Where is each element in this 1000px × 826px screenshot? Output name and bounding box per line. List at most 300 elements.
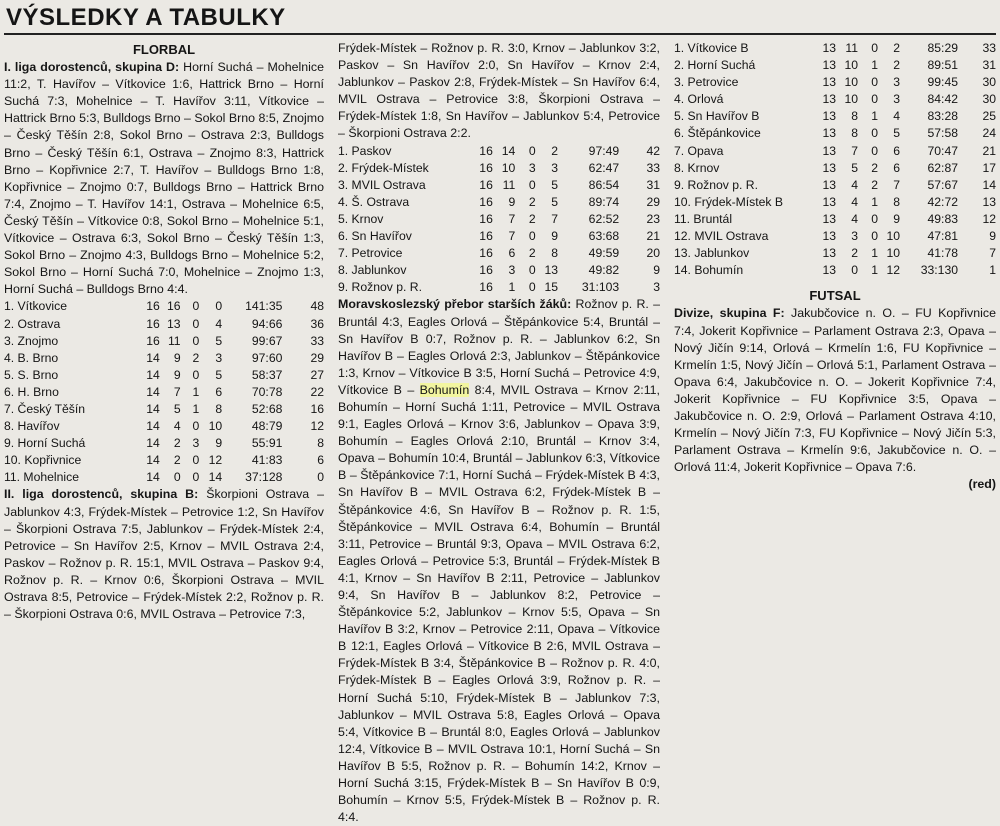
section-heading-florbal: FLORBAL bbox=[132, 42, 196, 57]
table-row bbox=[674, 143, 996, 160]
team-cell: 3. Znojmo bbox=[4, 333, 59, 348]
stat-cell: 0 bbox=[215, 299, 223, 314]
stat-cell: 49:59 bbox=[588, 246, 620, 261]
stat-cell: 16 bbox=[146, 316, 160, 331]
stat-cell: 0 bbox=[192, 316, 200, 331]
b-league-results bbox=[4, 486, 324, 623]
stat-cell: 13 bbox=[822, 229, 836, 244]
stat-cell: 0 bbox=[192, 299, 200, 314]
team-cell: 7. Opava bbox=[674, 143, 724, 158]
stat-cell: 0 bbox=[192, 367, 200, 382]
stat-cell: 12 bbox=[208, 453, 223, 468]
table-row bbox=[4, 469, 324, 486]
column-1 bbox=[4, 40, 324, 623]
stat-cell: 62:87 bbox=[927, 160, 958, 175]
stat-cell: 0 bbox=[192, 333, 200, 348]
stat-cell: 14 bbox=[982, 177, 996, 192]
stat-cell: 13 bbox=[982, 194, 996, 209]
table-row bbox=[674, 194, 996, 211]
section-heading-futsal: FUTSAL bbox=[809, 288, 861, 304]
stat-cell: 7 bbox=[551, 211, 559, 226]
stat-cell: 0 bbox=[528, 263, 536, 278]
stat-cell: 3 bbox=[551, 160, 559, 175]
stat-cell: 0 bbox=[528, 229, 536, 244]
table-row bbox=[4, 452, 324, 469]
stat-cell: 0 bbox=[871, 92, 878, 107]
table-row bbox=[338, 245, 660, 262]
stat-cell: 16 bbox=[146, 299, 160, 314]
highlighted-team: Bohumín bbox=[419, 382, 470, 397]
stat-cell: 10 bbox=[501, 160, 516, 175]
stat-cell: 29 bbox=[310, 350, 324, 365]
table-row bbox=[4, 298, 324, 315]
stat-cell: 14 bbox=[146, 384, 160, 399]
stat-cell: 85:29 bbox=[927, 41, 958, 55]
team-cell: 4. Orlová bbox=[674, 92, 724, 107]
stat-cell: 1 bbox=[871, 194, 878, 209]
column-2 bbox=[338, 40, 660, 826]
stat-cell: 16 bbox=[479, 177, 493, 192]
stat-cell: 10 bbox=[844, 92, 858, 107]
stat-cell: 89:74 bbox=[588, 194, 620, 209]
stat-cell: 0 bbox=[528, 280, 536, 295]
team-cell: 9. Horní Suchá bbox=[4, 436, 86, 451]
ms-prebor-results bbox=[338, 296, 660, 826]
stat-cell: 2 bbox=[528, 211, 536, 226]
d-league-text: Horní Suchá – Mohelnice 11:2, T. Havířov – Vítkovice 1:6, Hattrick Brno – Horní Suchá 7:3, Mohelnice – T. Havířov 3:11, Vítkovice – Hattrick Brno 5:3, Bulldogs Brno – Sokol Brno 8:5, Znojmo – Český Těšín 2:8, Sokol Brno – Ostrava 2:3, Bulldogs Brno – Český Těšín 6:1, Ostrava – Znojmo 8:3, Hattrick Brno – Kopřivnice 2:7, T. Havířov – Bulldogs Brno 1:8, Kopřivnice – Znojmo 0:7, Bulldogs Brno – Hattrick Brno 7:4, Znojmo – T. Havířov 14:1, Ostrava – Mohelnice 6:5, Český Těšín – Vítkovice 0:8, Sokol Brno – Mohelnice 5:1, Vítkovice – Ostrava 6:3, Sokol Brno – Český Těšín 1:3, Sokol Brno – Znojmo 4:3, Bulldogs Brno – Mohelnice 5:2, Sokol Brno – Horní Suchá 7:0, Mohelnice – Znojmo 1:3, Horní Suchá – Bulldogs Brno 4:4. bbox=[4, 60, 324, 297]
stat-cell: 5 bbox=[215, 367, 223, 382]
stat-cell: 7 bbox=[851, 143, 858, 158]
table-row bbox=[4, 401, 324, 418]
stat-cell: 89:51 bbox=[927, 58, 958, 73]
stat-cell: 48:79 bbox=[251, 419, 283, 434]
stat-cell: 1 bbox=[989, 263, 996, 278]
team-cell: 9. Rožnov p. R. bbox=[338, 280, 422, 295]
stat-cell: 12 bbox=[982, 211, 996, 226]
stat-cell: 55:91 bbox=[251, 436, 283, 451]
stat-cell: 31 bbox=[646, 177, 660, 192]
stat-cell: 22 bbox=[310, 384, 324, 399]
stat-cell: 4 bbox=[173, 419, 181, 434]
stat-cell: 42:72 bbox=[927, 194, 958, 209]
stat-cell: 57:58 bbox=[927, 126, 958, 141]
stat-cell: 14 bbox=[501, 143, 516, 158]
stat-cell: 1 bbox=[871, 58, 878, 73]
team-cell: 5. S. Brno bbox=[4, 367, 59, 382]
stat-cell: 49:82 bbox=[588, 263, 620, 278]
team-cell: 8. Havířov bbox=[4, 419, 60, 434]
stat-cell: 16 bbox=[479, 211, 493, 226]
stat-cell: 62:47 bbox=[588, 160, 620, 175]
stat-cell: 13 bbox=[822, 92, 836, 107]
stat-cell: 33 bbox=[310, 333, 324, 348]
stat-cell: 10 bbox=[844, 75, 858, 90]
team-cell: 7. Český Těšín bbox=[4, 401, 86, 416]
stat-cell: 13 bbox=[822, 177, 836, 192]
stat-cell: 47:81 bbox=[927, 229, 958, 244]
stat-cell: 14 bbox=[208, 470, 223, 485]
stat-cell: 13 bbox=[822, 143, 836, 158]
b-league-standings bbox=[338, 143, 660, 297]
team-cell: 11. Bruntál bbox=[674, 211, 733, 226]
table-row bbox=[674, 40, 996, 57]
team-cell: 14. Bohumín bbox=[674, 263, 744, 278]
stat-cell: 31:103 bbox=[581, 280, 620, 295]
table-row bbox=[4, 384, 324, 401]
stat-cell: 7 bbox=[508, 229, 516, 244]
table-row bbox=[4, 316, 324, 333]
stat-cell: 3 bbox=[508, 263, 516, 278]
team-cell: 2. Ostrava bbox=[4, 316, 61, 331]
stat-cell: 10 bbox=[886, 246, 900, 261]
stat-cell: 11 bbox=[167, 333, 181, 348]
stat-cell: 13 bbox=[822, 109, 836, 124]
b-league-tail: Frýdek-Místek – Rožnov p. R. 3:0, Krnov – Jablunkov 3:2, Paskov – Sn Havířov 2:0, Sn Havířov – Krnov 2:4, Jablunkov – Paskov 2:8, Frýdek-Místek – Sn Havířov 6:4, MVIL Ostrava – Petrovice 3:8, Škorpioni Ostrava – Frýdek-Místek 1:8, Sn Havířov – Jablunkov 5:4, Petrovice – Škorpioni Ostrava 2:2. bbox=[338, 41, 660, 141]
table-row bbox=[674, 262, 996, 279]
stat-cell: 8 bbox=[551, 246, 559, 261]
stat-cell: 21 bbox=[982, 143, 996, 158]
stat-cell: 2 bbox=[173, 436, 181, 451]
stat-cell: 6 bbox=[317, 453, 324, 468]
stat-cell: 5 bbox=[551, 177, 559, 192]
stat-cell: 3 bbox=[653, 280, 660, 295]
stat-cell: 1 bbox=[871, 246, 878, 261]
stat-cell: 4 bbox=[851, 177, 858, 192]
stat-cell: 16 bbox=[479, 143, 493, 158]
stat-cell: 0 bbox=[871, 229, 878, 244]
table-row bbox=[674, 57, 996, 74]
stat-cell: 15 bbox=[544, 280, 559, 295]
stat-cell: 13 bbox=[544, 263, 559, 278]
table-row bbox=[338, 262, 660, 279]
table-row bbox=[674, 91, 996, 108]
ms-prebor-standings bbox=[674, 40, 996, 279]
stat-cell: 0 bbox=[317, 470, 324, 485]
stat-cell: 1 bbox=[508, 280, 516, 295]
stat-cell: 23 bbox=[646, 211, 660, 226]
stat-cell: 36 bbox=[310, 316, 324, 331]
team-cell: 10. Frýdek-Místek B bbox=[674, 194, 784, 209]
stat-cell: 16 bbox=[310, 401, 324, 416]
stat-cell: 0 bbox=[871, 211, 878, 226]
stat-cell: 0 bbox=[192, 453, 200, 468]
stat-cell: 33 bbox=[982, 41, 996, 55]
stat-cell: 30 bbox=[982, 92, 996, 107]
table-row bbox=[674, 228, 996, 245]
stat-cell: 2 bbox=[871, 177, 878, 192]
team-cell: 4. Š. Ostrava bbox=[338, 194, 410, 209]
table-row bbox=[674, 125, 996, 142]
futsal-label: Divize, skupina F: bbox=[674, 306, 785, 321]
b-league-continued bbox=[338, 40, 660, 143]
stat-cell: 16 bbox=[479, 194, 493, 209]
table-row bbox=[338, 211, 660, 228]
stat-cell: 8 bbox=[851, 109, 858, 124]
stat-cell: 2 bbox=[893, 41, 900, 55]
stat-cell: 2 bbox=[173, 453, 181, 468]
stat-cell: 33:130 bbox=[920, 263, 958, 278]
stat-cell: 25 bbox=[982, 109, 996, 124]
stat-cell: 14 bbox=[146, 453, 160, 468]
stat-cell: 8 bbox=[317, 436, 324, 451]
stat-cell: 3 bbox=[192, 436, 200, 451]
stat-cell: 97:49 bbox=[588, 143, 620, 158]
stat-cell: 7 bbox=[893, 177, 900, 192]
team-cell: 2. Frýdek-Místek bbox=[338, 160, 429, 175]
team-cell: 6. Štěpánkovice bbox=[674, 126, 761, 141]
stat-cell: 3 bbox=[215, 350, 223, 365]
stat-cell: 5 bbox=[851, 160, 858, 175]
stat-cell: 99:45 bbox=[927, 75, 958, 90]
stat-cell: 4 bbox=[215, 316, 223, 331]
stat-cell: 11 bbox=[502, 177, 516, 192]
table-row bbox=[674, 177, 996, 194]
futsal-text: Jakubčovice n. O. – FU Kopřivnice 7:4, Jokerit Kopřivnice – Parlament Ostrava 2:3, Opava – Nový Jičín 9:14, Orlová – Krmelín 1:6, FU Kopřivnice – Krmelín 1:5, Nový Jičín – Orlová 5:1, Parlament Ostrava – Opava 6:4, Jakubčovice n. O. – Jokerit Kopřivnice 7:4, Jokerit Kopřivnice – FU Kopřivnice 3:5, Opava – Jakubčovice n. O. 2:9, Orlová – Parlament Ostrava 4:10, Krmelín – Nový Jičín 7:3, FU Kopřivnice – Nový Jičín 5:3, Parlament Ostrava – Krmelín 9:6, Jakubčovice n. O. – Orlová 11:4, Jokerit Kopřivnice – Opava 7:6. bbox=[674, 306, 996, 475]
table-row bbox=[4, 333, 324, 350]
stat-cell: 0 bbox=[871, 41, 878, 55]
table-row bbox=[674, 160, 996, 177]
ms-prebor-text-a: Rožnov p. R. – Bruntál 4:3, Eagles Orlová – Štěpánkovice 5:4, Bruntál – Sn Havířov B 0:7, Rožnov p. R. – Jablunkov 6:2, Sn Havířov B – Eagles Orlová 2:3, Jablunkov – Štěpánkovice 1:3, Krnov – Vítkovice B 3:5, Horní Suchá – Petrovice 4:9, Vítkovice B – bbox=[338, 297, 661, 397]
stat-cell: 141:35 bbox=[245, 299, 283, 314]
team-cell: 6. Sn Havířov bbox=[338, 229, 412, 244]
stat-cell: 70:47 bbox=[927, 143, 958, 158]
table-row bbox=[674, 245, 996, 262]
d-league-standings bbox=[4, 298, 324, 486]
stat-cell: 48 bbox=[310, 299, 324, 314]
team-cell: 1. Vítkovice B bbox=[674, 41, 749, 55]
stat-cell: 13 bbox=[822, 58, 836, 73]
stat-cell: 12 bbox=[886, 263, 900, 278]
table-row bbox=[338, 143, 660, 160]
stat-cell: 3 bbox=[893, 75, 900, 90]
stat-cell: 2 bbox=[551, 143, 559, 158]
stat-cell: 2 bbox=[192, 350, 200, 365]
stat-cell: 13 bbox=[822, 126, 836, 141]
team-cell: 2. Horní Suchá bbox=[674, 58, 756, 73]
stat-cell: 0 bbox=[528, 177, 536, 192]
stat-cell: 13 bbox=[167, 316, 181, 331]
ms-prebor-text-b: 8:4, MVIL Ostrava – Krnov 2:11, Bohumín – Horní Suchá 1:11, Petrovice – MVIL Ostrava 9:1, Eagles Orlová – Krnov 3:6, Jablunkov – Opava 3:9, Bohumín – Eagles Orlová 2:10, Bruntál – Krnov 3:4, Opava – Bohumín 10:4, Bruntál – Jablunkov 6:3, Vítkovice B – Štěpánkovice 7:1, Horní Suchá – Frýdek-Místek B 4:3, Sn Havířov B – MVIL Ostrava 6:2, Frýdek-Místek B – Štěpánkovice 4:6, Sn Havířov B – Rožnov p. R. 1:5, Štěpánkovice – MVIL Ostrava 6:4, Bohumín – Bruntál 3:11, Petrovice – Bruntál 9:3, Opava – MVIL Ostrava 6:2, Eagles Orlová – Petrovice 5:3, Bruntál – Frýdek-Místek B 4:1, Krnov – Sn Havířov B 2:11, Petrovice – Jablunkov 9:4, Sn Havířov B – Jablunkov 8:2, Petrovice – Štěpánkovice 5:2, Jablunkov – Krnov 5:5, Opava – Sn Havířov B 3:2, Krnov – Petrovice 2:11, Opava – Vítkovice B 12:1, Eagles Orlová – Vítkovice B 2:6, MVIL Ostrava – Frýdek-Místek B 3:4, Štěpánkovice B – Rožnov p. R. 4:0, Frýdek-Místek B – Eagles Orlová 3:9, Rožnov p. R. – Horní Suchá 5:10, Frýdek-Místek B – Jablunkov 7:3, Jablunkov – MVIL Ostrava 5:8, Eagles Orlová – Opava 5:4, Vítkovice B – Bruntál 8:0, Eagles Orlová – Jablunkov 12:4, Vítkovice B – MVIL Ostrava 10:1, Horní Suchá – Sn Havířov B 5:5, Rožnov p. R. – Bohumín 14:2, Krnov – Horní Suchá 3:15, Frýdek-Místek B – Sn Havířov B 0:9, Bohumín – Krnov 5:5, Frýdek-Místek B – Rožnov p. R. 4:4. bbox=[338, 382, 660, 825]
stat-cell: 24 bbox=[982, 126, 996, 141]
stat-cell: 99:67 bbox=[251, 333, 283, 348]
stat-cell: 33 bbox=[646, 160, 660, 175]
author-credit: (red) bbox=[968, 477, 996, 492]
stat-cell: 13 bbox=[822, 41, 836, 55]
stat-cell: 8 bbox=[215, 401, 223, 416]
stat-cell: 13 bbox=[822, 194, 836, 209]
stat-cell: 16 bbox=[479, 160, 493, 175]
table-row bbox=[4, 418, 324, 435]
stat-cell: 13 bbox=[822, 211, 836, 226]
stat-cell: 11 bbox=[845, 41, 858, 55]
stat-cell: 7 bbox=[173, 384, 181, 399]
stat-cell: 16 bbox=[479, 229, 493, 244]
team-cell: 9. Rožnov p. R. bbox=[674, 177, 758, 192]
stat-cell: 10 bbox=[886, 229, 900, 244]
stat-cell: 21 bbox=[646, 229, 660, 244]
stat-cell: 16 bbox=[167, 299, 181, 314]
stat-cell: 3 bbox=[851, 229, 858, 244]
stat-cell: 12 bbox=[310, 419, 324, 434]
stat-cell: 7 bbox=[508, 211, 516, 226]
stat-cell: 0 bbox=[851, 263, 858, 278]
stat-cell: 70:78 bbox=[251, 384, 283, 399]
stat-cell: 1 bbox=[192, 384, 200, 399]
stat-cell: 9 bbox=[551, 229, 559, 244]
stat-cell: 41:78 bbox=[927, 246, 958, 261]
team-cell: 5. Sn Havířov B bbox=[674, 109, 760, 124]
stat-cell: 5 bbox=[551, 194, 559, 209]
stat-cell: 31 bbox=[982, 58, 996, 73]
stat-cell: 14 bbox=[146, 401, 160, 416]
stat-cell: 30 bbox=[982, 75, 996, 90]
team-cell: 12. MVIL Ostrava bbox=[674, 229, 769, 244]
stat-cell: 14 bbox=[146, 419, 160, 434]
stat-cell: 4 bbox=[851, 194, 858, 209]
team-cell: 3. MVIL Ostrava bbox=[338, 177, 426, 192]
table-row bbox=[338, 228, 660, 245]
stat-cell: 3 bbox=[528, 160, 536, 175]
stat-cell: 0 bbox=[192, 419, 200, 434]
stat-cell: 0 bbox=[173, 470, 181, 485]
team-cell: 8. Krnov bbox=[674, 160, 720, 175]
stat-cell: 37:128 bbox=[245, 470, 283, 485]
stat-cell: 63:68 bbox=[588, 229, 620, 244]
stat-cell: 2 bbox=[871, 160, 878, 175]
team-cell: 7. Petrovice bbox=[338, 246, 403, 261]
stat-cell: 13 bbox=[822, 75, 836, 90]
team-cell: 8. Jablunkov bbox=[338, 263, 407, 278]
stat-cell: 83:28 bbox=[927, 109, 958, 124]
stat-cell: 8 bbox=[851, 126, 858, 141]
stat-cell: 9 bbox=[173, 367, 181, 382]
table-row bbox=[674, 108, 996, 125]
stat-cell: 14 bbox=[146, 367, 160, 382]
b-league-text: Škorpioni Ostrava – Jablunkov 4:3, Frýdek-Místek – Petrovice 1:2, Sn Havířov – Škorpioni Ostrava 7:5, Jablunkov – Frýdek-Místek 2:4, Petrovice – Sn Havířov 2:5, Krnov – MVIL Ostrava 2:4, Paskov – Rožnov p. R. 15:1, MVIL Ostrava – Paskov 9:4, Rožnov p. R. – Krnov 0:6, Škorpioni Ostrava – MVIL Ostrava 8:5, Petrovice – Frýdek-Místek 2:2, Rožnov p. R. – Škorpioni Ostrava 0:6, MVIL Ostrava – Petrovice 7:3, bbox=[4, 487, 325, 622]
stat-cell: 62:52 bbox=[588, 211, 620, 226]
table-row bbox=[338, 177, 660, 194]
stat-cell: 29 bbox=[646, 194, 660, 209]
stat-cell: 10 bbox=[208, 419, 223, 434]
stat-cell: 9 bbox=[215, 436, 223, 451]
stat-cell: 0 bbox=[871, 143, 878, 158]
team-cell: 10. Kopřivnice bbox=[4, 453, 82, 468]
stat-cell: 9 bbox=[893, 211, 900, 226]
ms-prebor-label: Moravskoslezský přebor starších žáků: bbox=[338, 297, 572, 312]
team-cell: 1. Paskov bbox=[338, 143, 392, 158]
table-row bbox=[674, 74, 996, 91]
team-cell: 6. H. Brno bbox=[4, 384, 59, 399]
stat-cell: 9 bbox=[508, 194, 516, 209]
stat-cell: 0 bbox=[871, 75, 878, 90]
stat-cell: 1 bbox=[871, 263, 878, 278]
page-header bbox=[6, 4, 994, 32]
stat-cell: 58:37 bbox=[251, 367, 283, 382]
stat-cell: 9 bbox=[989, 229, 996, 244]
header-rule bbox=[4, 33, 996, 35]
stat-cell: 42 bbox=[646, 143, 660, 158]
stat-cell: 9 bbox=[173, 350, 181, 365]
stat-cell: 16 bbox=[479, 263, 493, 278]
table-row bbox=[338, 279, 660, 296]
stat-cell: 57:67 bbox=[927, 177, 958, 192]
stat-cell: 5 bbox=[215, 333, 223, 348]
stat-cell: 6 bbox=[215, 384, 223, 399]
team-cell: 1. Vítkovice bbox=[4, 299, 67, 314]
stat-cell: 0 bbox=[192, 470, 200, 485]
stat-cell: 14 bbox=[146, 470, 160, 485]
table-row bbox=[674, 211, 996, 228]
stat-cell: 6 bbox=[508, 246, 516, 261]
column-3 bbox=[674, 40, 996, 493]
stat-cell: 41:83 bbox=[251, 453, 283, 468]
b-league-label: II. liga dorostenců, skupina B: bbox=[4, 487, 199, 502]
stat-cell: 1 bbox=[192, 401, 200, 416]
stat-cell: 13 bbox=[822, 263, 836, 278]
stat-cell: 13 bbox=[822, 246, 836, 261]
d-league-label: I. liga dorostenců, skupina D: bbox=[4, 60, 180, 75]
team-cell: 5. Krnov bbox=[338, 211, 384, 226]
stat-cell: 13 bbox=[822, 160, 836, 175]
table-row bbox=[4, 435, 324, 452]
team-cell: 4. B. Brno bbox=[4, 350, 59, 365]
page-title: VÝSLEDKY A TABULKY bbox=[6, 4, 286, 31]
d-league-results bbox=[4, 59, 324, 298]
stat-cell: 1 bbox=[871, 109, 878, 124]
stat-cell: 6 bbox=[893, 143, 900, 158]
stat-cell: 14 bbox=[146, 350, 160, 365]
table-row bbox=[338, 194, 660, 211]
stat-cell: 14 bbox=[146, 436, 160, 451]
stat-cell: 5 bbox=[173, 401, 181, 416]
table-row bbox=[338, 160, 660, 177]
table-row bbox=[4, 367, 324, 384]
stat-cell: 4 bbox=[893, 109, 900, 124]
stat-cell: 2 bbox=[528, 246, 536, 261]
stat-cell: 16 bbox=[479, 280, 493, 295]
stat-cell: 2 bbox=[528, 194, 536, 209]
futsal-results bbox=[674, 305, 996, 476]
stat-cell: 2 bbox=[893, 58, 900, 73]
table-row bbox=[4, 350, 324, 367]
stat-cell: 17 bbox=[982, 160, 996, 175]
team-cell: 13. Jablunkov bbox=[674, 246, 750, 261]
stat-cell: 4 bbox=[851, 211, 858, 226]
stat-cell: 49:83 bbox=[927, 211, 958, 226]
stat-cell: 8 bbox=[893, 194, 900, 209]
stat-cell: 84:42 bbox=[927, 92, 958, 107]
stat-cell: 27 bbox=[310, 367, 324, 382]
stat-cell: 6 bbox=[893, 160, 900, 175]
stat-cell: 2 bbox=[851, 246, 858, 261]
stat-cell: 16 bbox=[479, 246, 493, 261]
stat-cell: 97:60 bbox=[251, 350, 283, 365]
stat-cell: 7 bbox=[989, 246, 996, 261]
stat-cell: 0 bbox=[871, 126, 878, 141]
stat-cell: 9 bbox=[653, 263, 660, 278]
stat-cell: 5 bbox=[893, 126, 900, 141]
stat-cell: 94:66 bbox=[251, 316, 283, 331]
stat-cell: 0 bbox=[528, 143, 536, 158]
stat-cell: 52:68 bbox=[251, 401, 283, 416]
stat-cell: 10 bbox=[844, 58, 858, 73]
team-cell: 3. Petrovice bbox=[674, 75, 739, 90]
stat-cell: 20 bbox=[646, 246, 660, 261]
stat-cell: 3 bbox=[893, 92, 900, 107]
stat-cell: 16 bbox=[146, 333, 160, 348]
team-cell: 11. Mohelnice bbox=[4, 470, 79, 485]
stat-cell: 86:54 bbox=[588, 177, 620, 192]
